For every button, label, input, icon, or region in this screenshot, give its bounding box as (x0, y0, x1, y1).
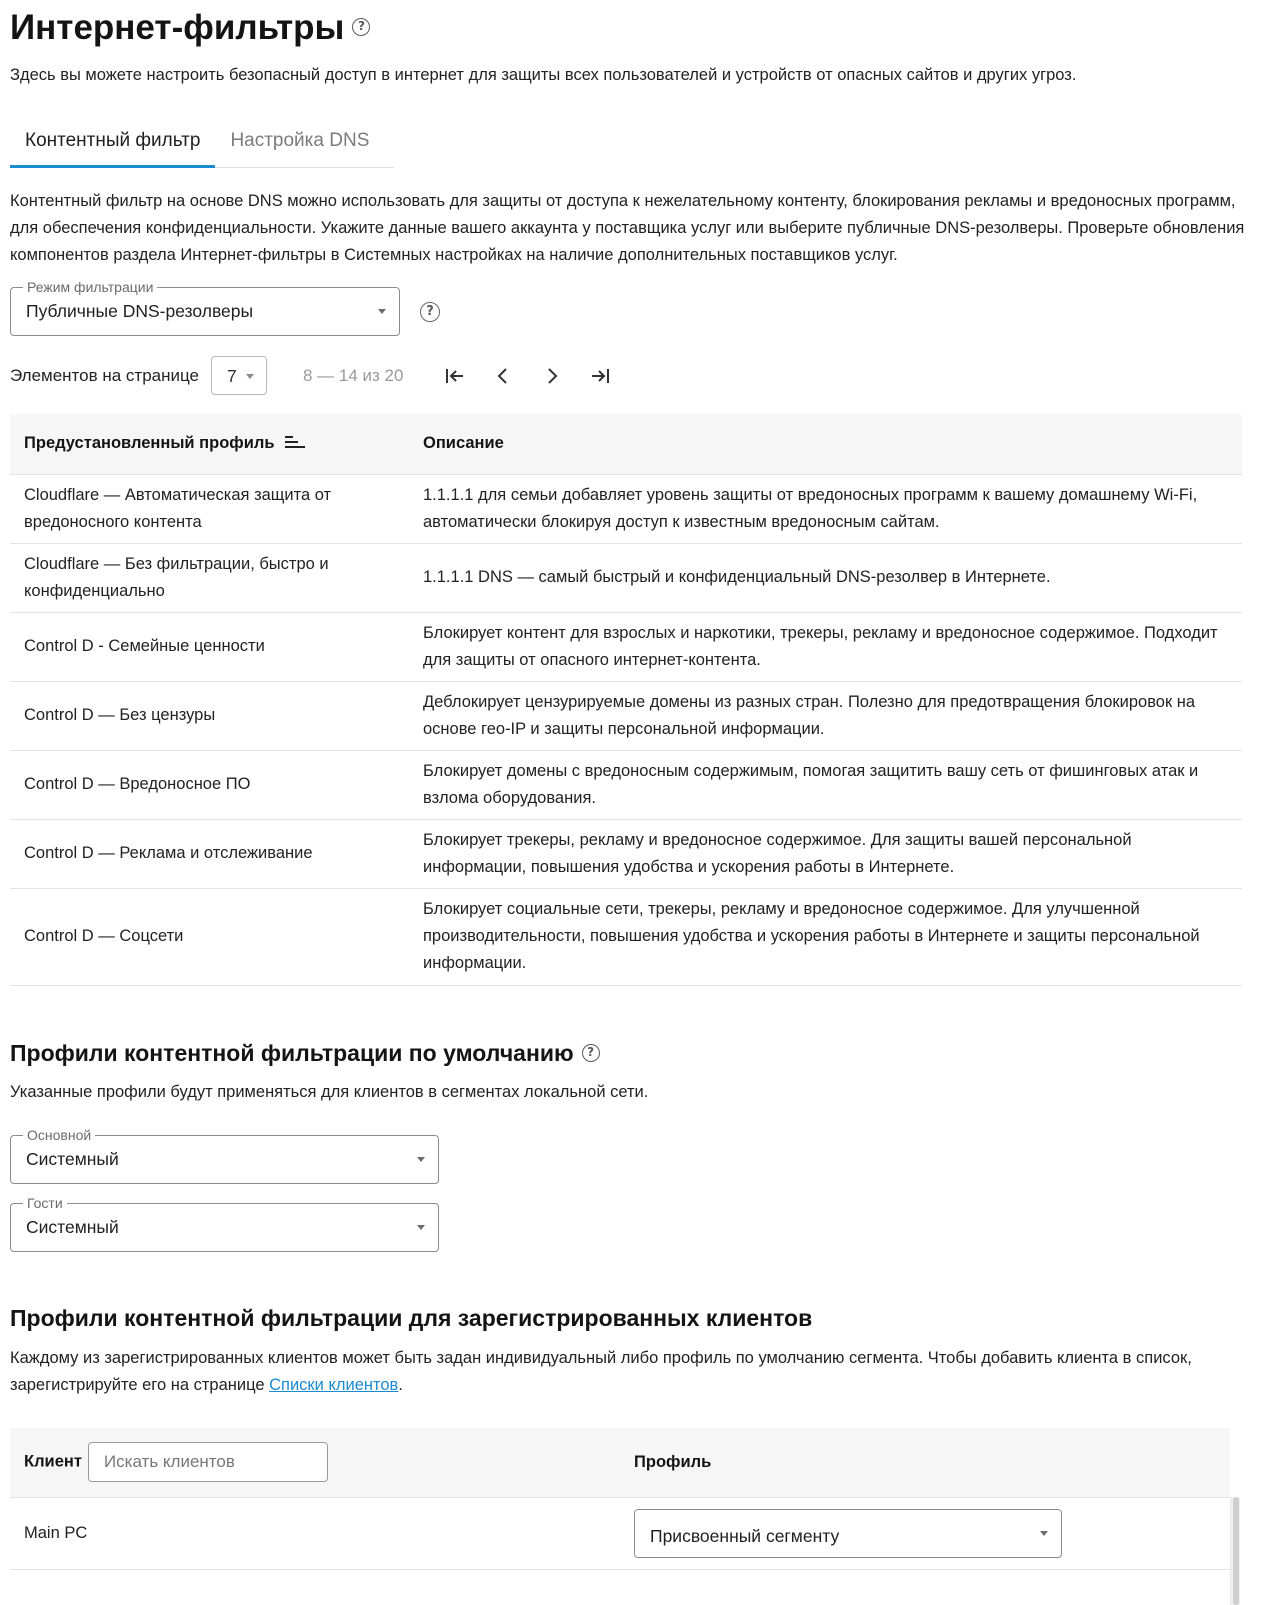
page-range: 8 — 14 из 20 (303, 366, 404, 385)
per-page-value: 7 (227, 366, 237, 386)
first-page-icon (440, 362, 468, 390)
profile-name: Cloudflare — Без фильтрации, быстро и конфиденциально (10, 543, 409, 612)
page-subtitle: Здесь вы можете настроить безопасный доступ в интернет для защиты всех пользователей и устройств от опасных сайтов и других угроз. (10, 66, 1077, 84)
content-filter-description: Контентный фильтр на основе DNS можно использовать для защиты от доступа к нежелательному контенту, блокирования рекламы и вредоносных программ, для обеспечения конфиденциальности. Укажите данные вашего аккаунта у поставщика услуг или выберите публичные DNS-резолверы. Проверьте обновления компонентов раздела Интернет-фильтры в Системных настройках на наличие дополнительных поставщиков услуг. (10, 192, 1245, 264)
client-profiles-title: Профили контентной фильтрации для зарегистрированных клиентов (10, 1305, 813, 1331)
guests-profile-value: Системный (26, 1217, 119, 1237)
profile-name: Control D — Соцсети (10, 888, 409, 985)
profile-description: Блокирует трекеры, рекламу и вредоносное содержимое. Для защиты вашей персональной информации, повышения удобства и ускорения работы в Интернете. (409, 819, 1242, 888)
client-profiles-text: Каждому из зарегистрированных клиентов может быть задан индивидуальный либо профиль по умолчанию сегмента. Чтобы добавить клиента в список, зарегистрируйте его на странице Списки клиентов. (10, 1349, 1192, 1394)
last-page-button[interactable] (587, 362, 615, 390)
scrollbar[interactable] (1230, 1497, 1240, 1605)
main-profile-value: Системный (26, 1149, 119, 1169)
chevron-down-icon (246, 374, 254, 379)
column-header-profile: Профиль (620, 1428, 1230, 1497)
guests-profile-label: Гости (23, 1195, 67, 1211)
profile-name: Cloudflare — Автоматическая защита от вредоносного контента (10, 474, 409, 543)
client-search-input[interactable] (88, 1442, 328, 1482)
tab-content-filter[interactable]: Контентный фильтр (10, 122, 215, 168)
main-profile-select[interactable] (10, 1127, 439, 1184)
profile-description: Блокирует домены с вредоносным содержимым, помогая защитить вашу сеть от фишинговых атак и взлома оборудования. (409, 750, 1242, 819)
client-profile-value: Присвоенный сегменту (650, 1525, 840, 1546)
last-page-icon (587, 362, 615, 390)
clients-table (10, 1428, 1230, 1570)
next-page-button[interactable] (538, 362, 566, 390)
profile-description: Блокирует социальные сети, трекеры, рекламу и вредоносное содержимое. Для улучшенной производительности, повышения удобства и ускорения работы в Интернете и защиты персональной информации. (409, 888, 1242, 985)
sort-icon[interactable] (284, 434, 306, 450)
main-profile-label: Основной (23, 1127, 95, 1143)
profile-name: Control D - Семейные ценности (10, 612, 409, 681)
tab-bar (10, 122, 394, 168)
page-title: Интернет-фильтры ? (10, 8, 370, 48)
client-name: Main PC (10, 1497, 620, 1569)
column-header-profile[interactable]: Предустановленный профиль (10, 414, 409, 474)
pagination (10, 356, 650, 396)
scrollbar-thumb[interactable] (1233, 1497, 1239, 1605)
column-header-client: КлиентИскать клиентов (10, 1428, 620, 1497)
chevron-left-icon (489, 362, 517, 390)
chevron-down-icon (417, 1225, 425, 1230)
tab-dns-settings[interactable]: Настройка DNS (230, 130, 370, 151)
column-header-description: Описание (409, 414, 1242, 474)
per-page-select[interactable] (211, 356, 267, 395)
help-icon[interactable]: ? (582, 1044, 600, 1062)
client-lists-link[interactable]: Списки клиентов (269, 1376, 399, 1394)
profiles-table (10, 414, 1242, 986)
filter-mode-label: Режим фильтрации (23, 279, 157, 295)
profile-description: Деблокирует цензурируемые домены из разных стран. Полезно для предотвращения блокировок на основе гео-IP и защиты персональной информации. (409, 681, 1242, 750)
first-page-button[interactable] (440, 362, 468, 390)
profile-description: 1.1.1.1 для семьи добавляет уровень защиты от вредоносных программ к вашему домашнему Wi-Fi, автоматически блокируя доступ к известным вредоносным сайтам. (409, 474, 1242, 543)
filter-mode-help-icon[interactable]: ? (420, 302, 440, 322)
table-row[interactable] (10, 474, 1242, 543)
profile-name: Control D — Без цензуры (10, 681, 409, 750)
table-row[interactable] (10, 888, 1242, 985)
filter-mode-select[interactable] (10, 279, 400, 336)
guests-profile-select[interactable] (10, 1195, 439, 1252)
help-icon[interactable]: ? (352, 18, 370, 36)
profile-description: Блокирует контент для взрослых и наркотики, трекеры, рекламу и вредоносное содержимое. Подходит для защиты от опасного интернет-контента. (409, 612, 1242, 681)
filter-mode-value: Публичные DNS-резолверы (26, 301, 254, 321)
client-profile-select[interactable] (634, 1509, 1062, 1558)
client-profile-cell (620, 1497, 1230, 1569)
table-row[interactable] (10, 543, 1242, 612)
table-row[interactable] (10, 750, 1242, 819)
default-profiles-text: Указанные профили будут применяться для клиентов в сегментах локальной сети. (10, 1083, 649, 1101)
table-row[interactable] (10, 612, 1242, 681)
table-row[interactable] (10, 819, 1242, 888)
chevron-down-icon (1040, 1531, 1048, 1536)
chevron-down-icon (417, 1157, 425, 1162)
default-profiles-title: Профили контентной фильтрации по умолчанию ? (10, 1040, 600, 1067)
prev-page-button[interactable] (489, 362, 517, 390)
chevron-right-icon (538, 362, 566, 390)
chevron-down-icon (378, 309, 386, 314)
profile-name: Control D — Реклама и отслеживание (10, 819, 409, 888)
table-row[interactable] (10, 681, 1242, 750)
per-page-label: Элементов на странице (10, 366, 200, 385)
table-row[interactable] (10, 1497, 1230, 1569)
profile-name: Control D — Вредоносное ПО (10, 750, 409, 819)
profile-description: 1.1.1.1 DNS — самый быстрый и конфиденциальный DNS-резолвер в Интернете. (409, 543, 1242, 612)
